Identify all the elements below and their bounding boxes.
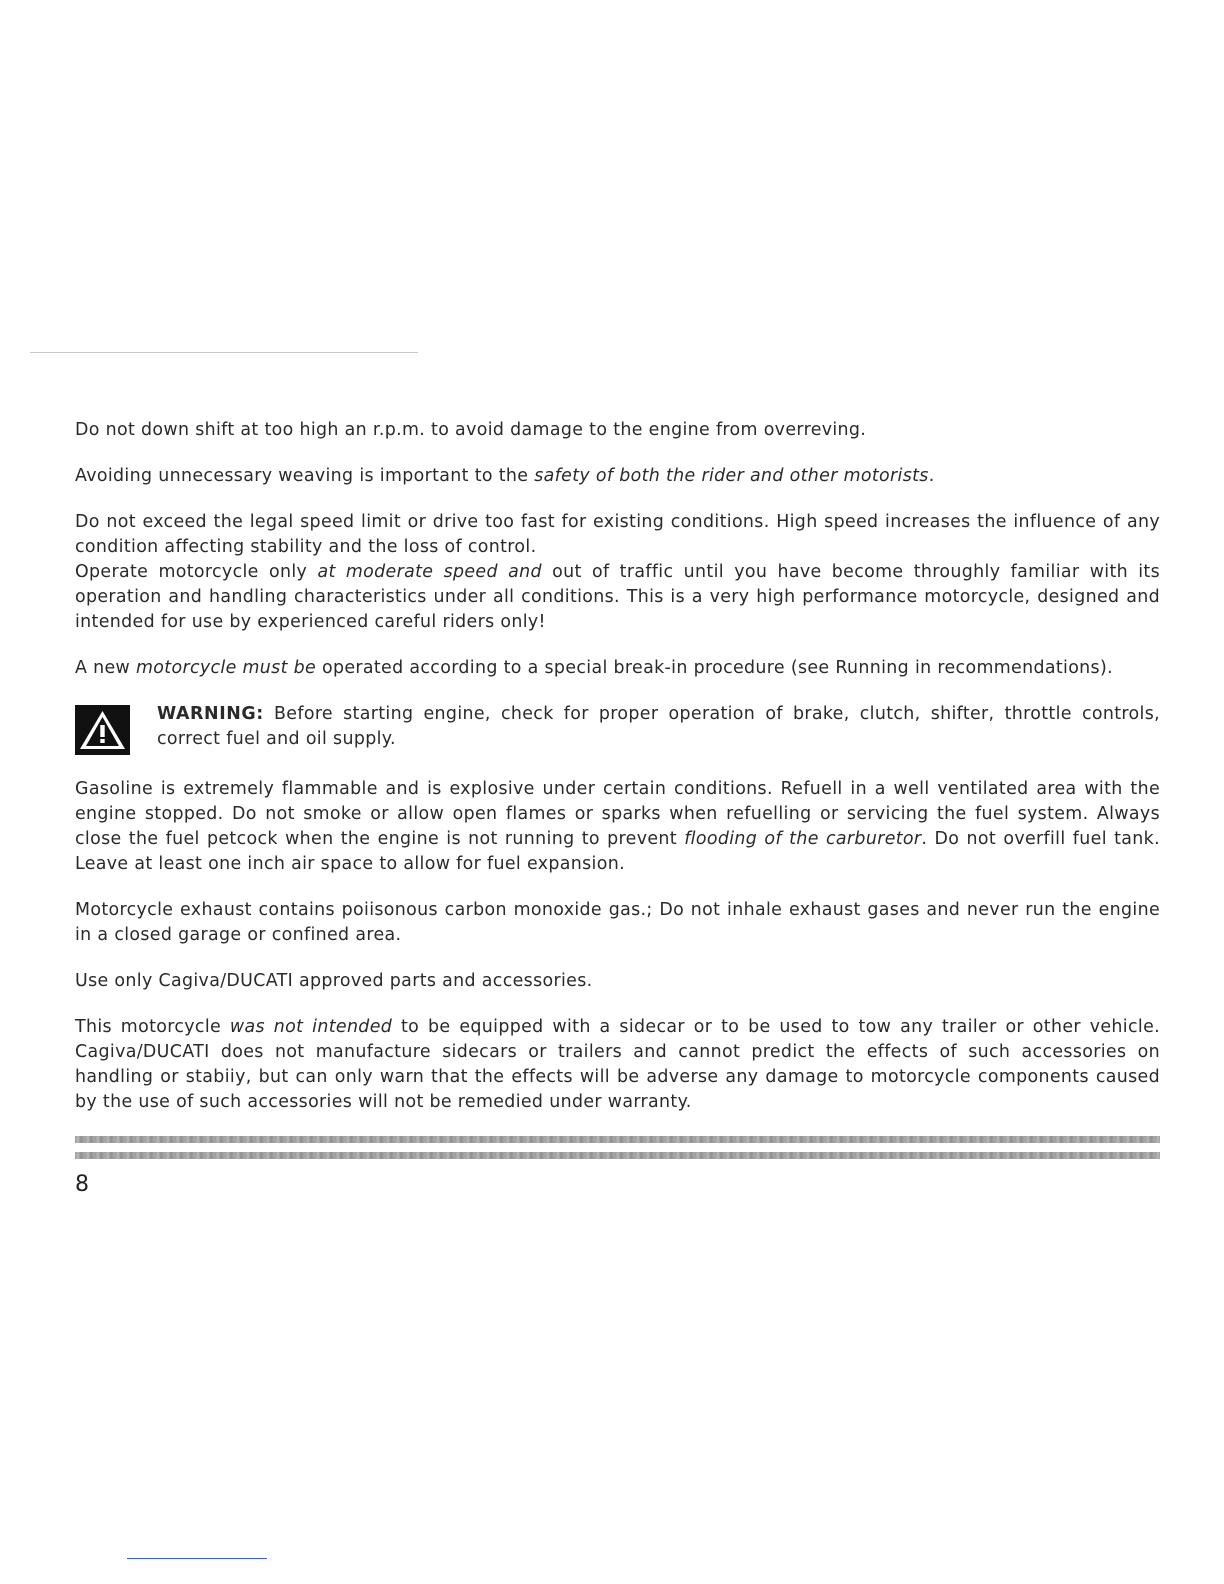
paragraph-weaving	[75, 464, 1160, 489]
paragraph-downshift: Do not down shift at too high an r.p.m. to avoid damage to the engine from overreving.	[75, 420, 867, 440]
footer-rule-bottom	[75, 1152, 1160, 1159]
paragraph-moderate-speed-end: out of traffic until you have become throughly familiar with its operation and handling characteristics under all conditions. This is a very high performance motorcycle, designed and intended for use by experienced careful riders only!	[75, 562, 1161, 632]
footer-underline	[127, 1558, 267, 1559]
paragraph-sidecar-end: to be equipped with a sidecar or to be used to tow any trailer or other vehicle. Cagiva/DUCATI does not manufacture sidecars or trailers and cannot predict the effects of such accessories on handling or stabiiy, but can only warn that the effects will be adverse any damage to motorcycle components caused by the use of such accessories will not be remedied under warranty.	[75, 1017, 1160, 1112]
paragraph-gasoline	[75, 777, 1160, 877]
paragraph-weaving-end: .	[928, 466, 935, 486]
paragraph-moderate-speed-italic: at moderate speed and	[317, 562, 542, 582]
paragraph-weaving-italic: safety of both the rider and other motorists	[534, 466, 929, 486]
document-body	[75, 418, 1160, 1136]
paragraph-weaving-text: Avoiding unnecessary weaving is important to the	[75, 466, 535, 486]
top-divider	[30, 352, 418, 353]
paragraph-moderate-speed-text: Operate motorcycle only	[75, 562, 318, 582]
paragraph-exhaust: Motorcycle exhaust contains poiisonous carbon monoxide gas.; Do not inhale exhaust gases and never run the engine in a closed garage or confined area.	[75, 900, 1160, 945]
paragraph-sidecar-italic: was not intended	[229, 1017, 393, 1037]
warning-label: WARNING:	[157, 704, 264, 724]
paragraph-approved-parts: Use only Cagiva/DUCATI approved parts and accessories.	[75, 971, 593, 991]
page-number: 8	[75, 1172, 89, 1197]
paragraph-sidecar-text: This motorcycle	[75, 1017, 230, 1037]
warning-triangle-icon	[75, 705, 130, 755]
paragraph-sidecar	[75, 1015, 1160, 1115]
paragraph-break-in	[75, 656, 1160, 681]
warning-block	[75, 702, 1160, 756]
paragraph-gasoline-end: . Do not overfill fuel tank. Leave at least one inch air space to allow for fuel expansion.	[75, 829, 1160, 874]
paragraph-break-in-italic: motorcycle must be	[136, 658, 317, 678]
footer-rules	[75, 1136, 1160, 1159]
footer-rule-top	[75, 1136, 1160, 1143]
warning-text: Before starting engine, check for proper operation of brake, clutch, shifter, throttle controls, correct fuel and oil supply.	[157, 704, 1160, 749]
paragraph-gasoline-italic: flooding of the carburetor	[684, 829, 922, 849]
paragraph-break-in-end: operated according to a special break-in procedure (see Running in recommendations).	[316, 658, 1113, 678]
paragraph-speed-limit: Do not exceed the legal speed limit or drive too fast for existing conditions. High speed increases the influence of any condition affecting stability and the loss of control.	[75, 512, 1160, 557]
paragraph-break-in-text: A new	[75, 658, 136, 678]
paragraph-gasoline-text: Gasoline is extremely flammable and is explosive under certain conditions. Refuell in a well ventilated area with the engine stopped. Do not smoke or allow open flames or sparks when refuelling or servicing the fuel system. Always close the fuel petcock when the engine is not running to prevent	[75, 779, 1160, 849]
paragraph-moderate-speed	[75, 560, 1160, 635]
